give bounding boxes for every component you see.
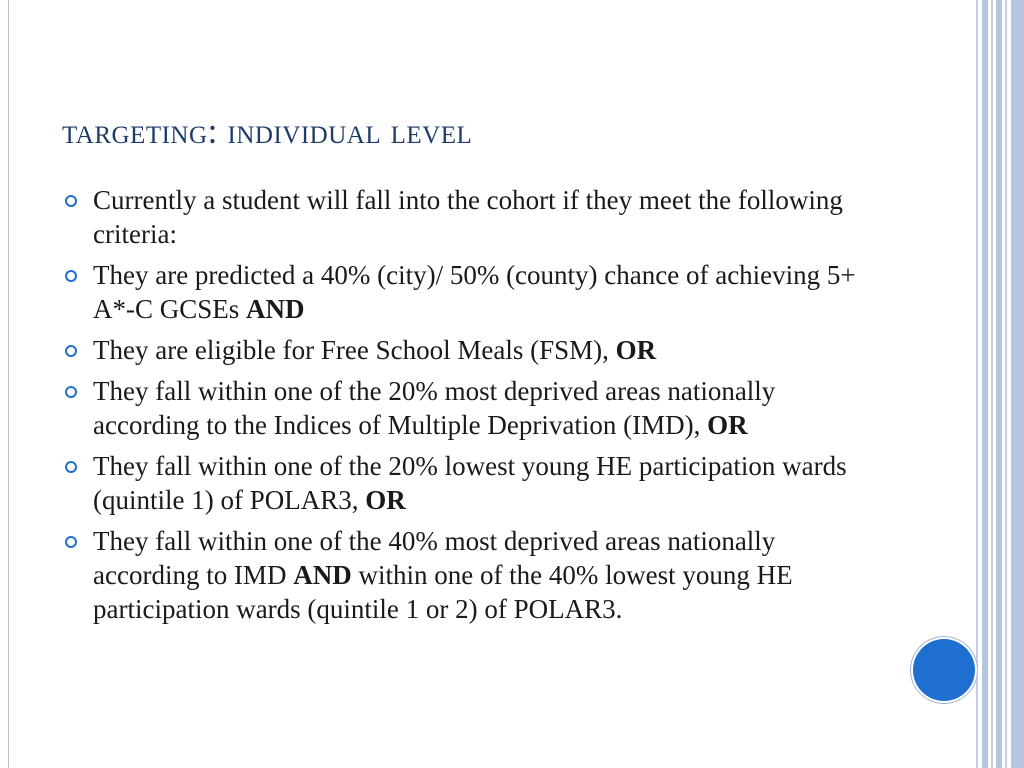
bullet-text: Currently a student will fall into the cohort if they meet the following criteria:: [93, 185, 843, 249]
bullet-item: [62, 374, 882, 442]
right-stripe: [976, 0, 978, 768]
bullet-keyword: AND: [246, 294, 305, 324]
bullet-list: [62, 183, 882, 633]
right-stripe: [996, 0, 1002, 768]
ring-bullet-icon: [65, 386, 77, 398]
bullet-text: They fall within one of the 40% most deprived areas nationally according to IMD: [93, 526, 776, 590]
bullet-item: [62, 183, 882, 251]
ring-bullet-icon: [65, 195, 77, 207]
bullet-text: They are eligible for Free School Meals (FSM),: [93, 335, 616, 365]
bullet-keyword: OR: [707, 410, 748, 440]
bullet-keyword: OR: [615, 335, 657, 365]
ring-bullet-icon: [65, 345, 77, 357]
bullet-text: They fall within one of the 20% most deprived areas nationally according to the Indices of Multiple Deprivation (IMD),: [93, 376, 776, 440]
ring-bullet-icon: [65, 536, 77, 548]
bullet-text: They are predicted a 40% (city)/ 50% (county) chance of achieving 5+ A*-C GCSEs: [93, 260, 856, 324]
blue-circle-decoration: [913, 639, 975, 701]
bullet-item: [62, 449, 882, 517]
bullet-keyword: AND: [293, 560, 352, 590]
bullet-text: within one of the 40% lowest young HE participation wards (quintile 1 or 2) of POLAR3.: [93, 560, 793, 624]
slide-title: targeting: individual level: [62, 111, 473, 151]
ring-bullet-icon: [65, 270, 77, 282]
bullet-item: [62, 524, 882, 626]
bullet-text: They fall within one of the 20% lowest young HE participation wards (quintile 1) of POLAR3,: [93, 451, 847, 515]
right-stripe: [982, 0, 988, 768]
ring-bullet-icon: [65, 461, 77, 473]
left-border-line: [8, 0, 9, 768]
bullet-item: [62, 333, 882, 367]
bullet-keyword: OR: [365, 485, 406, 515]
right-stripe: [1005, 0, 1007, 768]
right-stripe: [991, 0, 993, 768]
right-stripe: [1011, 0, 1024, 768]
bullet-item: [62, 258, 882, 326]
